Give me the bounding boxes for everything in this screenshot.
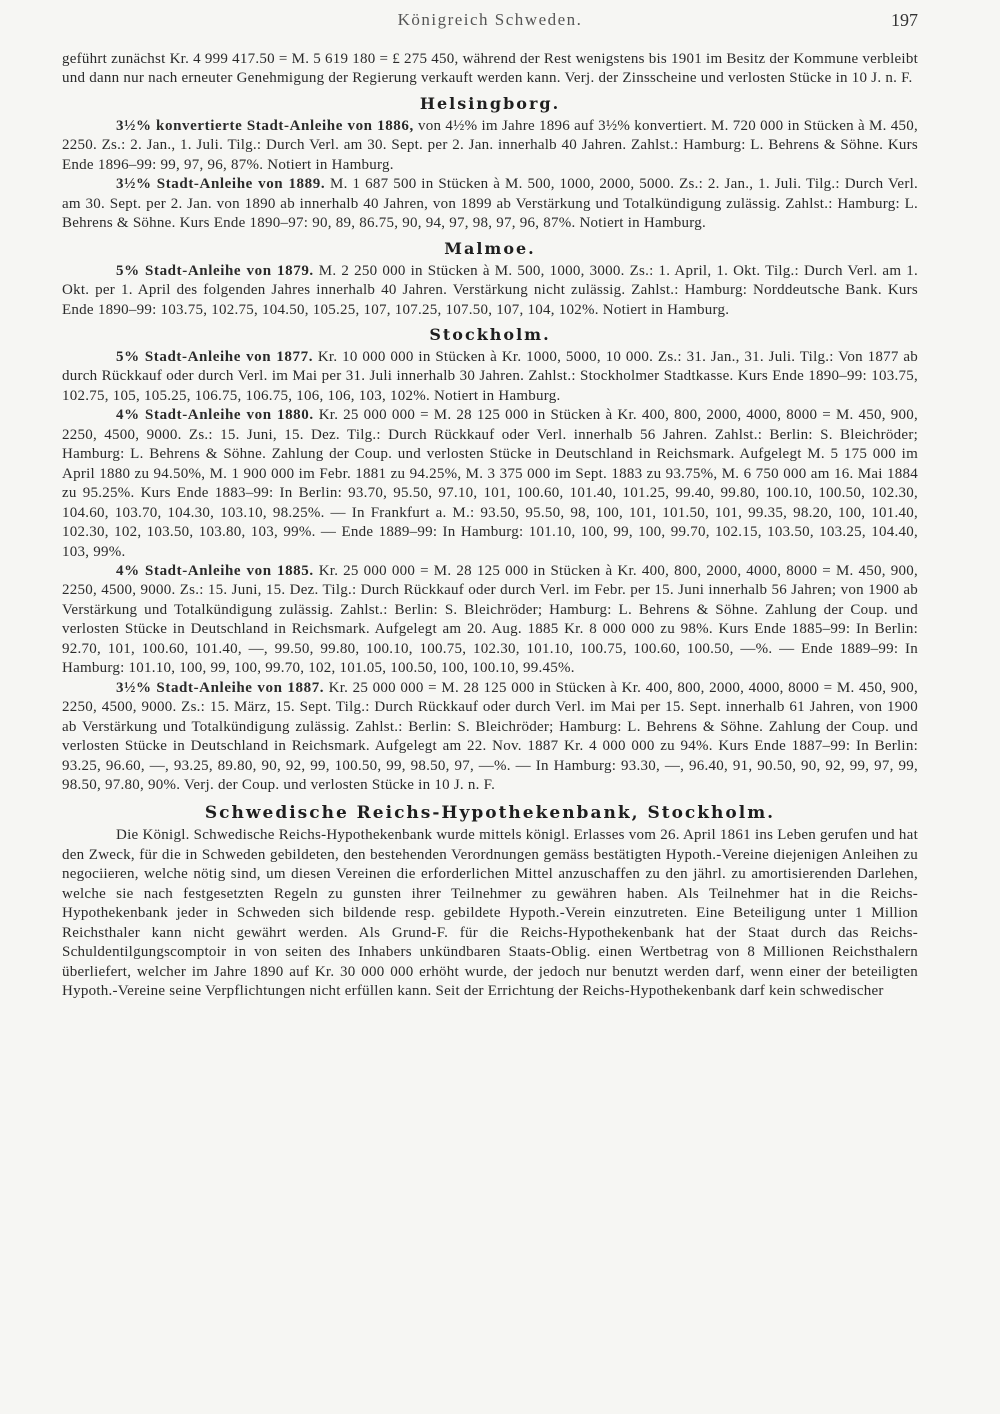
- loan-entry: [62, 406, 918, 562]
- document-body: [62, 50, 918, 1001]
- loan-title: 3½% Stadt-Anleihe von 1887.: [116, 679, 325, 696]
- section-heading-malmoe: Malmoe.: [444, 238, 536, 258]
- running-head: [62, 10, 918, 36]
- loan-title: 4% Stadt-Anleihe von 1880.: [116, 407, 314, 424]
- loan-entry: [62, 117, 918, 175]
- loan-title: 5% Stadt-Anleihe von 1879.: [116, 262, 314, 279]
- loan-title: 3½% Stadt-Anleihe von 1889.: [116, 176, 326, 193]
- loan-text: M. 2 250 000 in Stücken à M. 500, 1000, 3000. Zs.: 1. April, 1. Okt. Tilg.: Durch Verl. am 1. Okt. per 1. April des folgenden Jahres innerhalb 40 Jahren. Verstärkung nicht zulässig. Zahlst.: Hamburg: Norddeutsche Bank. Kurs Ende 1890–99: 103.75, 102.75, 104.50, 105.25, 107, 107.25, 107.50, 107, 104, 102%. Notiert in Hamburg.: [62, 262, 918, 318]
- loan-entry: [62, 562, 918, 679]
- loan-entry: [62, 348, 918, 406]
- loan-entry: [62, 175, 918, 233]
- loan-title: 4% Stadt-Anleihe von 1885.: [116, 562, 314, 579]
- loan-entry: [62, 262, 918, 320]
- loan-text: Kr. 25 000 000 = M. 28 125 000 in Stücken à Kr. 400, 800, 2000, 4000, 8000 = M. 450, 900, 2250, 4500, 9000. Zs.: 15. März, 15. Sept. Tilg.: Durch Rückkauf oder durch Verl. im Mai per 15. Sept. innerhalb 61 Jahren, von 1900 ab Verstärkung und Totalkündigung zulässig. Zahlst.: Berlin: S. Bleichröder; Hamburg: L. Behrens & Söhne. Zahlung der Coup. und verlosten Stücke in Deutschland in Reichsmark. Aufgelegt am 22. Nov. 1887 Kr. 4 000 000 zu 94%. Kurs Ende 1887–99: In Berlin: 93.25, 96.60, —, 93.25, 89.80, 90, 92, 99, 100.50, 99, 98.50, 97, —%. — In Hamburg: 93.30, —, 96.40, 91, 90.50, 90, 92, 99, 97, 99, 98.50, 97.80, 90%. Verj. der Coup. und verlosten Stücke in 10 J. n. F.: [62, 679, 918, 793]
- section-heading-helsingborg: Helsingborg.: [419, 93, 561, 113]
- section-heading-hypothekenbank: Schwedische Reichs-Hypothekenbank, Stockholm.: [204, 803, 776, 824]
- loan-text: von 4½% im Jahre 1896 auf 3½% konvertiert. M. 720 000 in Stücken à M. 450, 2250. Zs.: 2. Jan., 1. Juli. Tilg.: Durch Verl. am 30. Sept. per 2. Jan. innerhalb 40 Jahren. Zahlst.: Hamburg: L. Behrens & Söhne. Kurs Ende 1896–99: 99, 97, 96, 87%. Notiert in Hamburg.: [62, 117, 919, 173]
- page-number: 197: [891, 10, 918, 30]
- intro-paragraph: geführt zunächst Kr. 4 999 417.50 = M. 5 619 180 = £ 275 450, während der Rest wenigstens bis 1901 im Besitz der Kommune verbleibt und dann nur nach erneuter Genehmigung der Regierung verkauft werden kann. Verj. der Zinsscheine und verlosten Stücke in 10 J. n. F.: [62, 51, 918, 87]
- loan-title: 5% Stadt-Anleihe von 1877.: [116, 348, 314, 365]
- loan-text: Kr. 25 000 000 = M. 28 125 000 in Stücken à Kr. 400, 800, 2000, 4000, 8000 = M. 450, 900, 2250, 4500, 9000. Zs.: 15. Juni, 15. Dez. Tilg.: Durch Rückkauf oder Verl. innerhalb 56 Jahren. Zahlst.: Berlin: S. Bleichröder; Hamburg: L. Behrens & Söhne. Zahlung der Coup. und verlosten Stücke in Deutschland in Reichsmark. Aufgelegt M. 5 175 000 im April 1880 zu 94.50%, M. 1 900 000 im Febr. 1881 zu 94.25%, M. 3 375 000 im Sept. 1883 zu 93.75%, M. 6 750 000 am 16. Mai 1884 zu 95.25%. Kurs Ende 1883–99: In Berlin: 93.70, 95.50, 97.10, 101, 100.60, 101.40, 101.25, 99.40, 99.80, 100.10, 100.50, 102.30, 104.60, 103.70, 104.30, 103.10, 98.25%. — In Frankfurt a. M.: 93.50, 95.50, 98, 100, 101, 101.50, 101, 99.35, 98.20, 100, 101.40, 102.30, 102, 103.50, 103.80, 103, 99%. — Ende 1889–99: In Hamburg: 101.10, 100, 99, 100, 99.70, 102.15, 103.50, 103.25, 104.40, 103, 99%.: [62, 407, 918, 560]
- running-title: Königreich Schweden.: [397, 10, 583, 29]
- loan-title: 3½% konvertierte Stadt-Anleihe von 1886,: [116, 117, 414, 134]
- section-heading-stockholm: Stockholm.: [429, 324, 551, 344]
- hypothekenbank-paragraph: Die Königl. Schwedische Reichs-Hypothekenbank wurde mittels königl. Erlasses vom 26. April 1861 ins Leben gerufen und hat den Zweck, für die in Schweden gebildeten, den bestehenden Verordnungen gemäss bestätigten Hypoth.-Vereine diejenigen Anleihen zu negociieren, welche nötig sind, um diesen Vereinen die erforderlichen Mittel anzuschaffen zu den jährl. zu amortisierenden Darlehen, welche sie nach festgesetzten Regeln zu gunsten ihrer Teilnehmer zu gewähren haben. Als Teilnehmer hat in die Reichs-Hypothekenbank jeder in Schweden sich bildende resp. gebildete Hypoth.-Verein einzutreten. Eine Beteiligung unter 1 Million Reichsthaler kann nicht gewährt werden. Als Grund-F. für die Reichs-Hypothekenbank hat der Staat durch das Reichs-Schuldentilgungscomptoir in von seiten des Inhabers unkündbaren Staats-Oblig. einen Wertbetrag von 8 Millionen Reichsthalern überliefert, welcher im Jahre 1890 auf Kr. 30 000 000 erhöht wurde, der jedoch nur benutzt werden darf, wenn einer der beteiligten Hypoth.-Vereine seine Verpflichtungen nicht erfüllen kann. Seit der Errichtung der Reichs-Hypothekenbank darf kein schwedischer: [62, 827, 918, 1000]
- loan-text: Kr. 25 000 000 = M. 28 125 000 in Stücken à Kr. 400, 800, 2000, 4000, 8000 = M. 450, 900, 2250, 4500, 9000. Zs.: 15. Juni, 15. Dez. Tilg.: Durch Rückkauf oder durch Verl. im Febr. per 15. Juni innerhalb 56 Jahren; von 1900 ab Verstärkung und Totalkündigung zulässig. Zahlst.: Berlin: S. Bleichröder; Hamburg: L. Behrens & Söhne. Zahlung der Coup. und verlosten Stücke in Deutschland in Reichsmark. Aufgelegt am 20. Aug. 1885 Kr. 8 000 000 zu 98%. Kurs Ende 1885–99: In Berlin: 92.70, 101, 100.60, 101.40, —, 99.50, 99.80, 100.10, 100.75, 102.30, 101.10, 100.75, 100.60, 100.50, —%. — Ende 1889–99: In Hamburg: 101.10, 100, 99, 100, 99.70, 102, 101.05, 100.50, 100, 100.10, 99.45%.: [62, 562, 918, 677]
- loan-entry: [62, 679, 918, 796]
- loan-text: Kr. 10 000 000 in Stücken à Kr. 1000, 5000, 10 000. Zs.: 31. Jan., 31. Juli. Tilg.: Von 1877 ab durch Rückkauf oder durch Verl. im Mai per 31. Juli innerhalb 30 Jahren. Zahlst.: Stockholmer Stadtkasse. Kurs Ende 1890–99: 103.75, 102.75, 105, 105.25, 106.75, 106.75, 106, 106, 103, 102%. Notiert in Hamburg.: [62, 348, 919, 404]
- loan-text: M. 1 687 500 in Stücken à M. 500, 1000, 2000, 5000. Zs.: 2. Jan., 1. Juli. Tilg.: Durch Verl. am 30. Sept. per 2. Jan. von 1890 ab innerhalb 40 Jahren, von 1899 ab Verstärkung und Totalkündigung zulässig. Zahlst.: Hamburg: L. Behrens & Söhne. Kurs Ende 1890–97: 90, 89, 86.75, 90, 94, 97, 98, 97, 96, 87%. Notiert in Hamburg.: [62, 176, 918, 232]
